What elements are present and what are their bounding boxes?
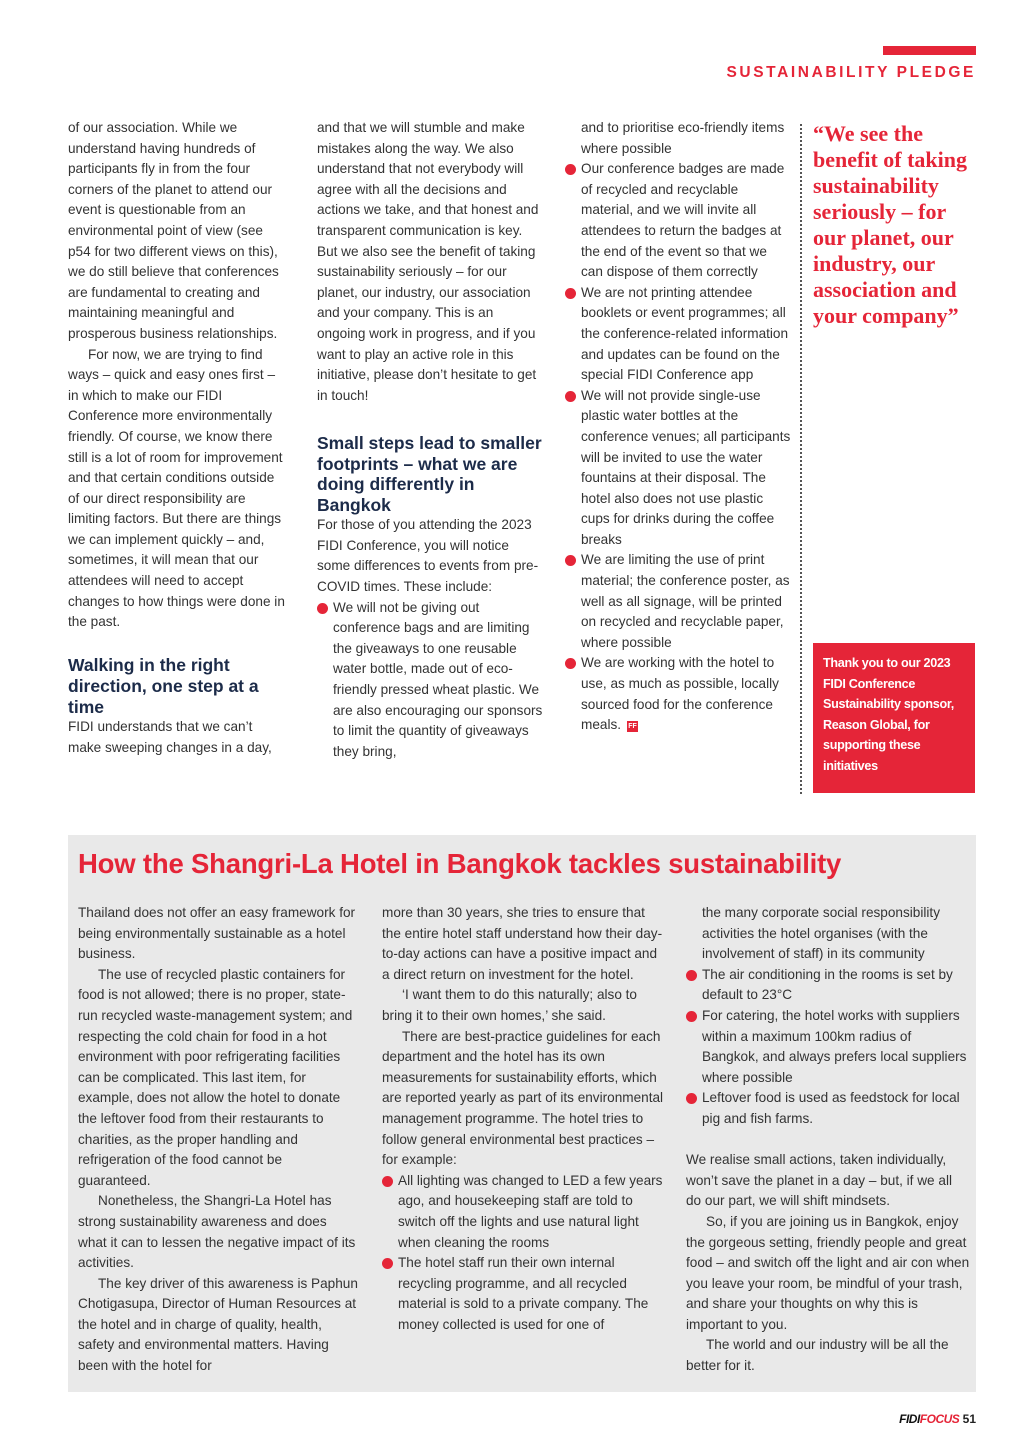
header-accent-bar <box>883 46 976 55</box>
end-mark-icon: FF <box>628 723 637 731</box>
list-item: Leftover food is used as feedstock for local pig and fish farms. <box>686 1088 970 1129</box>
paragraph: For now, we are trying to find ways – quick and easy ones first – in which to make our FIDI Conference more environmentally friendly. Of course, we know there still is a lot of room for improvement and that certain conditions outside of our direct responsibility are limiting factors. But there are things we can implement quickly – and, sometimes, it will mean that our attendees will need to accept changes to how things were done in the past. <box>68 346 285 630</box>
list-item: The air conditioning in the rooms is set by default to 23°C <box>686 965 970 1006</box>
paragraph: and that we will stumble and make mistakes along the way. We also understand that not everybody will agree with all the decisions and actions we take, and that honest and transparent communication is key. But we also see the benefit of taking sustainability seriously – for our planet, our industry, our association and your company. This is an ongoing work in progress, and if you want to play an active role in this initiative, please don’t hesitate to get in touch! <box>317 120 539 403</box>
page-footer <box>899 1412 976 1426</box>
box-column-2 <box>382 903 664 1335</box>
list-item <box>565 653 791 735</box>
pull-quote: “We see the benefit of taking sustainability seriously – for our planet, our industry, our association and your company” <box>813 121 967 328</box>
section-label: SUSTAINABILITY PLEDGE <box>726 64 976 81</box>
list-item: We will not be giving out conference bags and are limiting the giveaways to one reusable water bottle, made out of eco-friendly pressed wheat plastic. We are also encouraging our sponsors to limit the quantity of giveaways they bring, <box>317 598 545 763</box>
list-item: Our conference badges are made of recycled and recyclable material, and we will invite all attendees to return the badges at the end of the event so that we can dispose of them correctly <box>565 159 791 283</box>
subheading: Walking in the right direction, one step at a time <box>68 655 259 717</box>
paragraph: There are best-practice guidelines for each department and the hotel has its own measurements for sustainability efforts, which are reported yearly as part of its environmental management programme. The hotel tries to follow general environmental best practices – for example: <box>382 1028 664 1168</box>
paragraph: the many corporate social responsibility activities the hotel organises (with the involvement of staff) in its community <box>702 905 941 962</box>
list-item: We will not provide single-use plastic water bottles at the conference venues; all participants will be invited to use the water fountains at their disposal. The hotel also does not use plastic cups for drinks during the coffee breaks <box>565 386 791 551</box>
list-item-text: We are working with the hotel to use, as much as possible, locally sourced food for the conference meals. <box>581 655 779 733</box>
paragraph: ‘I want them to do this naturally; also to bring it to their own homes,’ she said. <box>382 987 637 1023</box>
brand-logo-part1: FIDI <box>899 1412 920 1426</box>
page-number: 51 <box>962 1412 976 1426</box>
article-column-3 <box>565 118 791 736</box>
paragraph: Nonetheless, the Shangri-La Hotel has strong sustainability awareness and does what it can to lessen the negative impact of its activities. <box>78 1193 356 1271</box>
paragraph: The key driver of this awareness is Paphun Chotigasupa, Director of Human Resources at the hotel and in charge of quality, health, safety and environmental matters. Having been with the hotel for <box>78 1275 358 1374</box>
paragraph: and to prioritise eco-friendly items where possible <box>581 120 785 156</box>
subheading: Small steps lead to smaller footprints – what we are doing differently in Bangkok <box>317 432 542 515</box>
article-column-2 <box>317 118 545 762</box>
paragraph: Thailand does not offer an easy framework for being environmentally sustainable as a hotel business. <box>78 905 356 962</box>
brand-logo-part2: FOCUS <box>919 1412 960 1426</box>
paragraph: We realise small actions, taken individually, won’t save the planet in a day – but, if we all do our part, we will shift mindsets. <box>686 1152 952 1209</box>
list-item: We are limiting the use of print material; the conference poster, as well as all signage, will be printed on recycled and recyclable paper, where possible <box>565 550 791 653</box>
list-item: All lighting was changed to LED a few years ago, and housekeeping staff are told to switch off the lights and use natural light when cleaning the rooms <box>382 1171 664 1253</box>
paragraph: FIDI understands that we can’t make sweeping changes in a day, <box>68 719 272 755</box>
box-column-1 <box>78 903 358 1377</box>
list-item: For catering, the hotel works with suppliers within a maximum 100km radius of Bangkok, and always prefers local suppliers where possible <box>686 1006 970 1088</box>
paragraph: The use of recycled plastic containers for food is not allowed; there is no proper, state-run recycled waste-management system; and respecting the cold chain for food in a hot environment with poor refrigerating facilities can be complicated. This last item, for example, does not allow the hotel to donate the leftover food from their restaurants to charities, as the proper handling and refrigeration of the food cannot be guaranteed. <box>78 966 353 1188</box>
box-title: How the Shangri-La Hotel in Bangkok tackles sustainability <box>78 848 842 879</box>
paragraph: For those of you attending the 2023 FIDI Conference, you will notice some differences to events from pre-COVID times. These include: <box>317 517 539 595</box>
paragraph: The world and our industry will be all the better for it. <box>686 1337 949 1374</box>
paragraph: more than 30 years, she tries to ensure that the entire hotel staff understand how their day-to-day actions can have a positive impact and a direct return on investment for the hotel. <box>382 905 663 982</box>
list-item: The hotel staff run their own internal recycling programme, and all recycled material is sold to a private company. The money collected is used for one of <box>382 1253 664 1335</box>
article-column-1 <box>68 118 288 758</box>
column-divider <box>800 124 802 794</box>
sponsor-box: Thank you to our 2023 FIDI Conference Sustainability sponsor, Reason Global, for supporting these initiatives <box>813 643 975 793</box>
list-item: We are not printing attendee booklets or event programmes; all the conference-related information and updates can be found on the special FIDI Conference app <box>565 283 791 386</box>
box-column-3 <box>686 903 970 1377</box>
paragraph: So, if you are joining us in Bangkok, enjoy the gorgeous setting, friendly people and great food – and switch off the light and air con when you leave your room, be mindful of your trash, and share your thoughts on why this is important to you. <box>686 1213 970 1332</box>
paragraph: of our association. While we understand having hundreds of participants fly in from the four corners of the planet to attend our event is questionable from an environmental point of view (see p54 for two different views on this), we do still believe that conferences are fundamental to creating and maintaining meaningful and prosperous business relationships. <box>68 120 279 341</box>
